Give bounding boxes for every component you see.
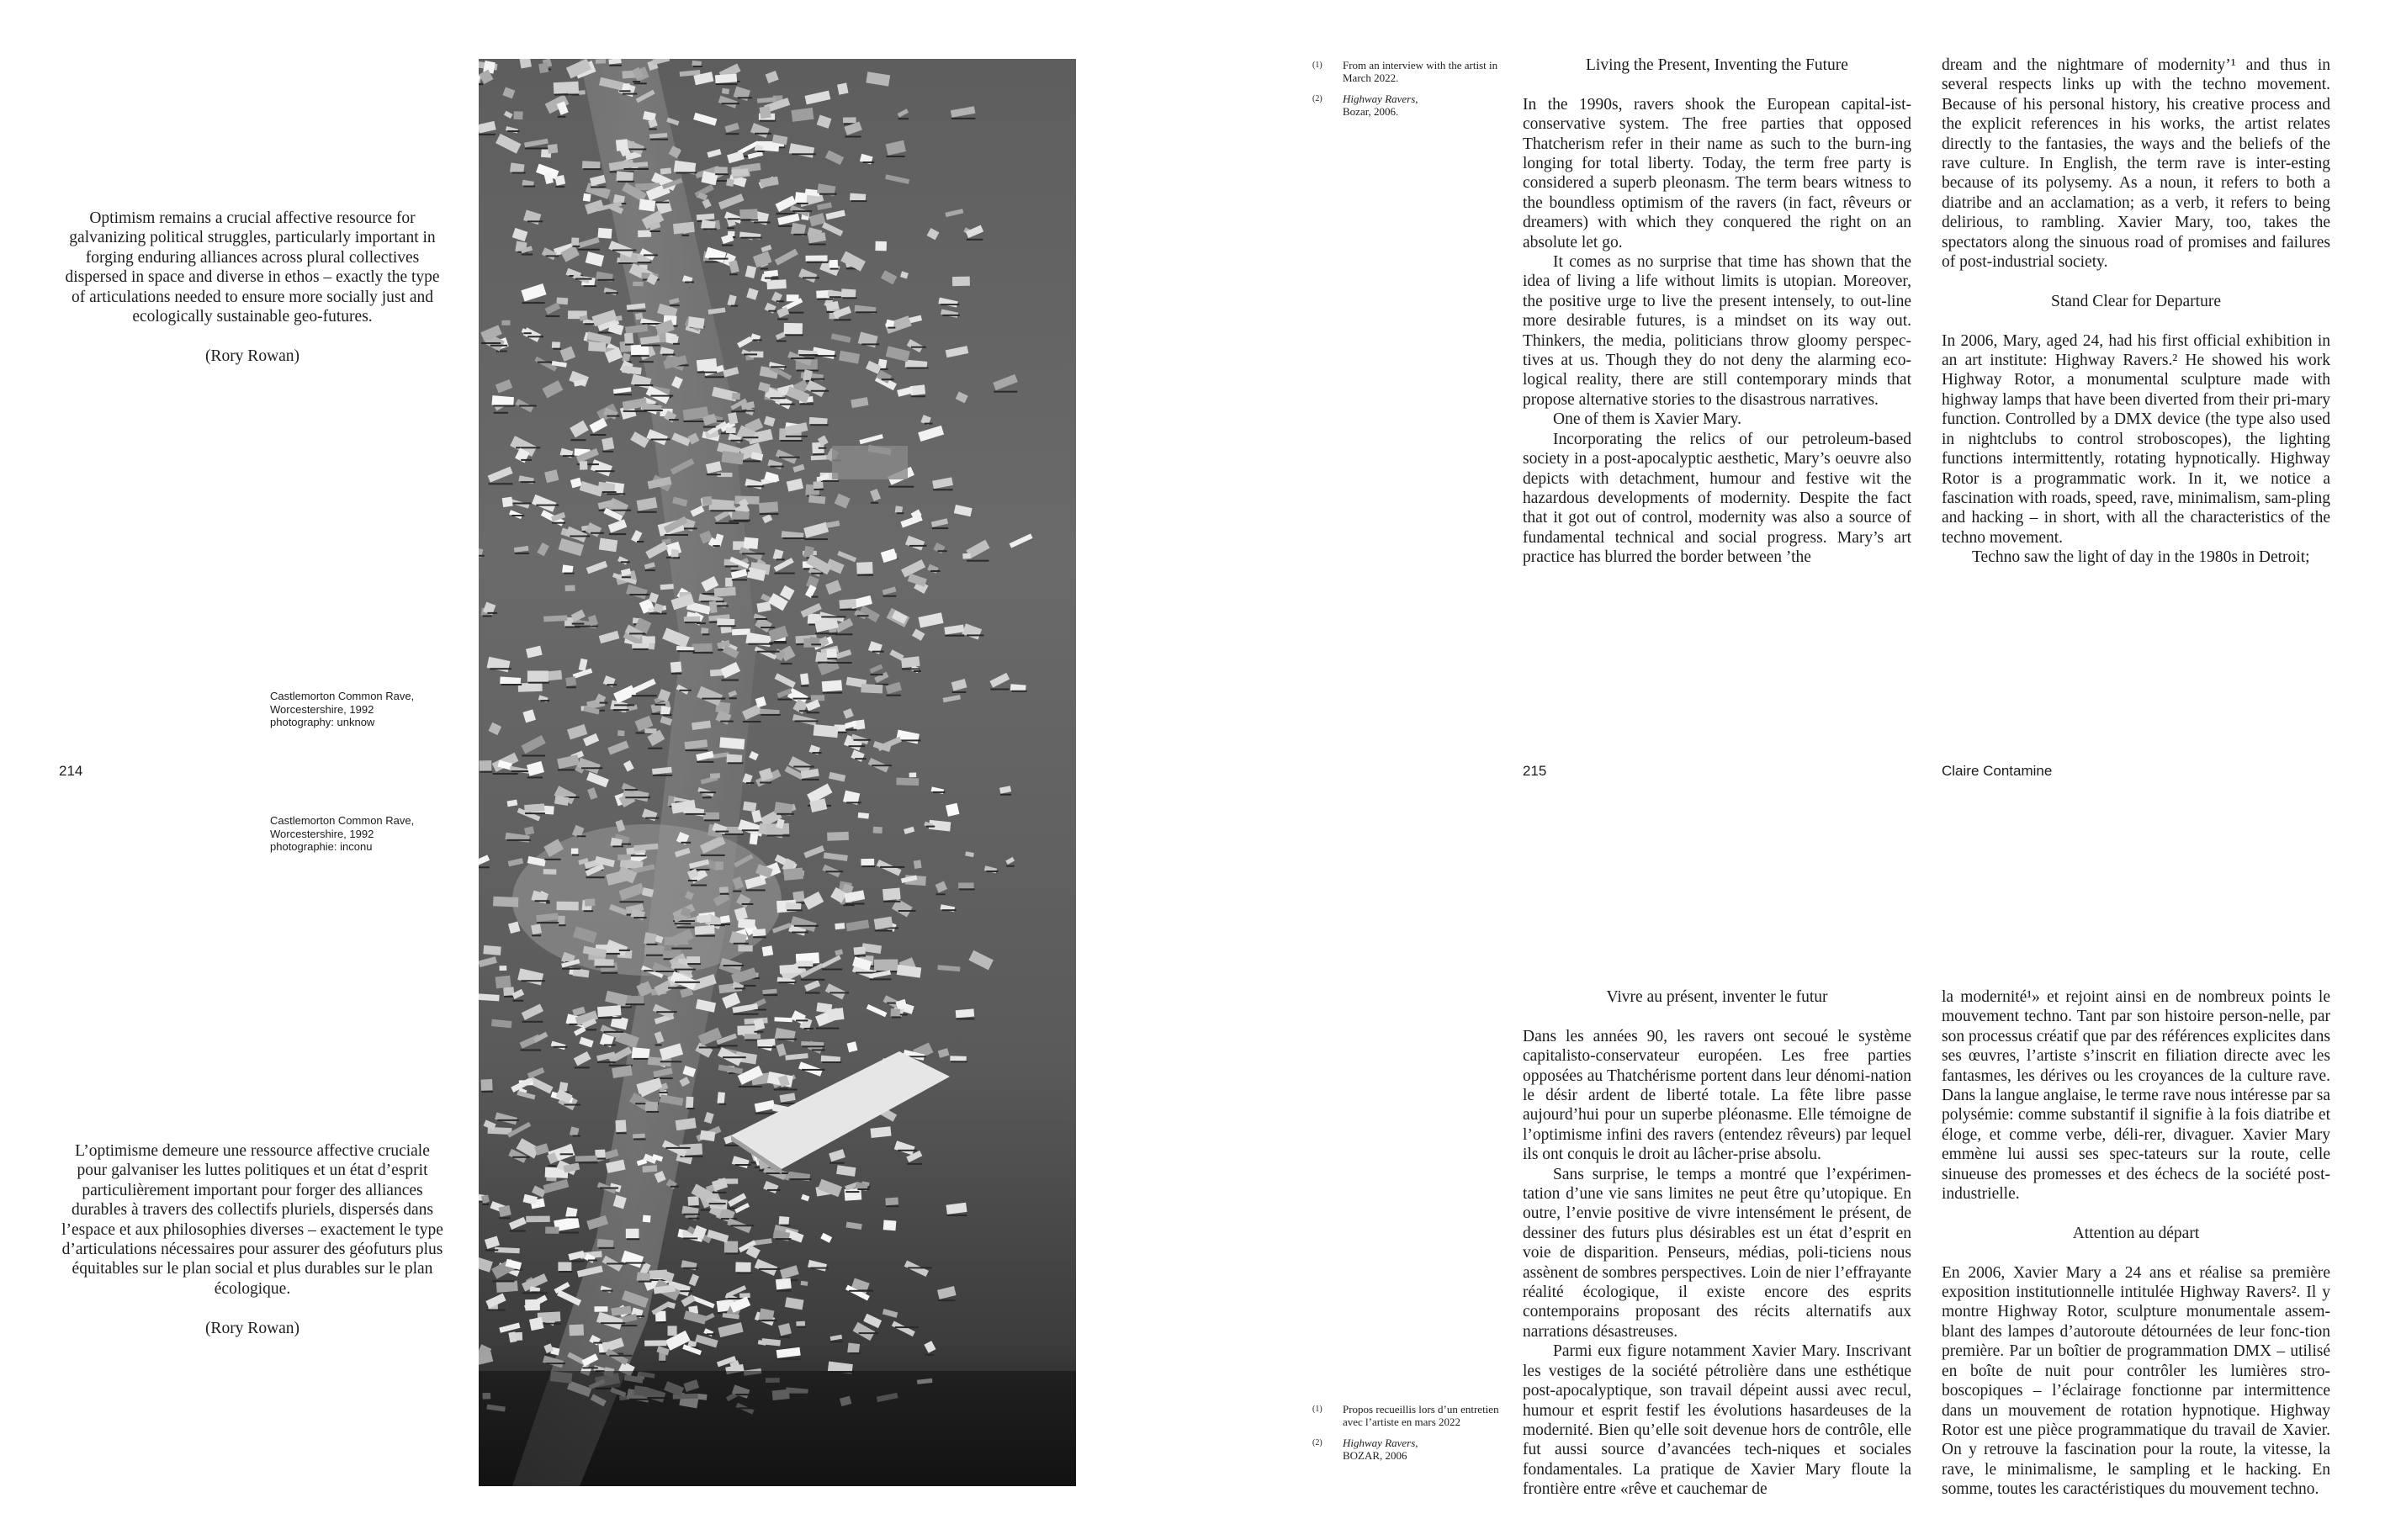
paragraph: Techno saw the light of day in the 1980s in Detroit; xyxy=(1972,548,2310,567)
footnotes-french xyxy=(1312,1403,1506,1470)
paragraph: Sans surprise, le temps a montré que l’expérimen-tation d’une vie sans limites ne peut être qu’utopique. En outre, l’envie positive de vivre intensément le présent, de dessiner des futurs plus désirables est un état d’esprit en voie de disparition. Penseurs, médias, poli-ticiens nous assènent de sombres perspectives. Loin de nier l’effrayante réalité écologique, il existe encore des esprits contemporains proposant des récits alternatifs aux narrations désastreuses. xyxy=(1523,1165,1911,1341)
paragraph: In the 1990s, ravers shook the European capital-ist-conservative system. The free parties that opposed Thatcherism refer in their name as such to the burn-ing longing for total liberty. Today, the term free party is considered a superb pleonasm. The term bears witness to the boundless optimism of the ravers (in fact, rêveurs or dreamers) with which they conquered the right on an absolute let go. xyxy=(1523,95,1911,251)
quote-english xyxy=(59,209,446,366)
caption-line: Castlemorton Common Rave, xyxy=(270,690,415,702)
paragraph: dream and the nightmare of modernity’¹ and thus in several respects links up with the techno movement. Because of his personal history, his creative process and the explicit references in his works, the artist relates directly to the fantasies, the ways and the beliefs of the rave culture. In English, the term rave is inter-esting because of its polysemy. As a noun, it refers to both a diatribe and an acclamation; as a verb, it refers to being delirious, to rambling. Xavier Mary, too, takes the spectators along the sinuous road of promises and failures of post-industrial society. xyxy=(1942,56,2330,272)
small-tent xyxy=(832,446,908,479)
footnotes-english xyxy=(1312,59,1506,126)
photo-canvas xyxy=(479,59,1076,1486)
photo-caption-english xyxy=(270,690,464,729)
french-column-1 xyxy=(1523,987,1911,1500)
quote-french-attribution: (Rory Rowan) xyxy=(204,1319,300,1337)
paragraph: It comes as no surprise that time has shown that the idea of living a life without limits is utopian. Moreover, the positive urge to live the present intensely, to out-line more desirable futures, is a mindset on its way out. Thinkers, the media, politicians throw gloomy perspec-tives at us. Though they do not deny the alarming eco-logical reality, there are still contemporary minds that propose alternative stories to the disastrous narratives. xyxy=(1523,253,1911,409)
quote-english-attribution: (Rory Rowan) xyxy=(204,347,300,365)
paragraph: Incorporating the relics of our petroleum-based society in a post-apocalyptic aesthetic, Mary’s oeuvre also depicts with detachment, humour and festive wit the hazardous developments of modernity. Despite the fact that it got out of control, modernity was also a source of fundamental technical and social progress. Mary’s art practice has blurred the border between ’the xyxy=(1523,430,1911,567)
caption-line: photography: unknow xyxy=(270,716,375,728)
quote-english-text: Optimism remains a crucial affective resource for galvanizing political struggles, particularly important in forging enduring alliances across plural collectives dispersed in space and diverse in ethos – exactly the type of articulations needed to ensure more socially just and ecologically sustainable geo-futures. xyxy=(65,209,440,326)
footnote: (1) Propos recueillis lors d’un entretien avec l’artiste en mars 2022 xyxy=(1312,1403,1499,1428)
aerial-rave-photograph xyxy=(479,59,1076,1486)
paragraph: In 2006, Mary, aged 24, had his first official exhibition in an art institute: Highway Ravers.² He showed his work Highway Rotor, a monumental sculpture made with highway lamps that have been diverted from their pri-mary function. Controlled by a DMX device (the type also used in nightclubs to control stroboscopes), the lighting functions intermittently, rotating hypnotically. Highway Rotor is a programmatic work. In it, we notice a fascination with roads, speed, rave, minimalism, sam-pling and hacking – in short, with all the characteristics of the techno movement. xyxy=(1942,331,2330,547)
paragraph: Parmi eux figure notamment Xavier Mary. Inscrivant les vestiges de la société pétrolière dans une esthétique post-apocalyptique, son travail dépeint aussi avec recul, humour et esprit festif les évolutions hasardeuses de la modernité. Bien qu’elle soit devenue hors de contrôle, elle fut aussi source d’avancées tech-niques et sociales fondamentales. La pratique de Xavier Mary floute la frontière entre «rêve et cauchemar de xyxy=(1523,1342,1911,1499)
paragraph: Dans les années 90, les ravers ont secoué le système capitalisto-conservateur européen. Les free parties opposées au Thatchérisme portent dans leur dénomi-nation le désir ardent de liberté totale. La fête libre passe aujourd’hui pour un superbe pléonasme. Elle témoigne de l’optimisme infini des ravers (entendez rêveurs) par lequel ils ont conquis le droit au lâcher-prise absolu. xyxy=(1523,1027,1911,1164)
footnote: (2) Highway Ravers, Bozar, 2006. xyxy=(1312,93,1418,118)
paragraph: En 2006, Xavier Mary a 24 ans et réalise sa première exposition institutionnelle intitulée Highway Ravers². Il y montre Highway Rotor, sculpture monumentale assem-blant des lampes d’autoroute détournées de leur fonc-tion première. Par un boîtier de programmation DMX – utilisé en boîte de nuit pour contrôler les lumières stro-boscopiques – l’éclairage fonctionne par intermittence dans un mouvement de rotation hypnotique. Highway Rotor est une pièce programmatique du travail de Xavier. On y retrouve la fascination pour la route, la vitesse, la rave, le minimalisme, le sampling et le hacking. En somme, toutes les caractéristiques du mouvement techno. xyxy=(1942,1263,2330,1499)
running-author: Claire Contamine xyxy=(1942,763,2053,779)
section-heading: Living the Present, Inventing the Future xyxy=(1586,56,1848,74)
caption-line: Castlemorton Common Rave, xyxy=(270,814,415,827)
english-column-1 xyxy=(1523,56,1911,568)
section-heading: Vivre au présent, inventer le futur xyxy=(1606,988,1828,1006)
english-column-2 xyxy=(1942,56,2330,568)
quote-french-text: L’optimisme demeure une ressource affective cruciale pour galvaniser les luttes politiques et un état d’esprit particulièrement important pour forger des alliances durables à travers des collectifs pluriels, dispersés dans l’espace et aux philosophies diverses – exactement le type d’articulations nécessaires pour assurer des géofuturs plus équitables sur le plan social et plus durables sur le plan écologique. xyxy=(61,1142,443,1298)
caption-line: photographie: inconu xyxy=(270,840,373,853)
french-column-2 xyxy=(1942,987,2330,1500)
footnote: (2) Highway Ravers, BOZAR, 2006 xyxy=(1312,1437,1418,1462)
caption-line: Worcestershire, 1992 xyxy=(270,702,374,716)
caption-line: Worcestershire, 1992 xyxy=(270,827,374,840)
paragraph: One of them is Xavier Mary. xyxy=(1553,410,1742,429)
page-number-left: 214 xyxy=(59,763,83,779)
quote-french xyxy=(59,1141,446,1338)
paragraph: la modernité¹» et rejoint ainsi en de nombreux points le mouvement techno. Tant par son histoire person-nelle, par son processus créatif que par des références explicites dans ses œuvres, l’artiste s’inscrit en filiation directe avec les fantasmes, les dérives ou les croyances de la culture rave. Dans la langue anglaise, le terme rave nous intéresse par sa polysémie: comme substantif il signifie à la fois diatribe et éloge, et comme verbe, déli-rer, divaguer. Xavier Mary emmène lui aussi ses spec-tateurs sur la route, celle sinueuse des promesses et des échecs de la société post-industrielle. xyxy=(1942,988,2330,1204)
section-subheading: Stand Clear for Departure xyxy=(2051,292,2221,310)
footnote: (1) From an interview with the artist in March 2022. xyxy=(1312,59,1498,84)
photo-caption-french xyxy=(270,814,464,854)
section-subheading: Attention au départ xyxy=(2072,1224,2200,1242)
page-number-right: 215 xyxy=(1523,763,1547,779)
